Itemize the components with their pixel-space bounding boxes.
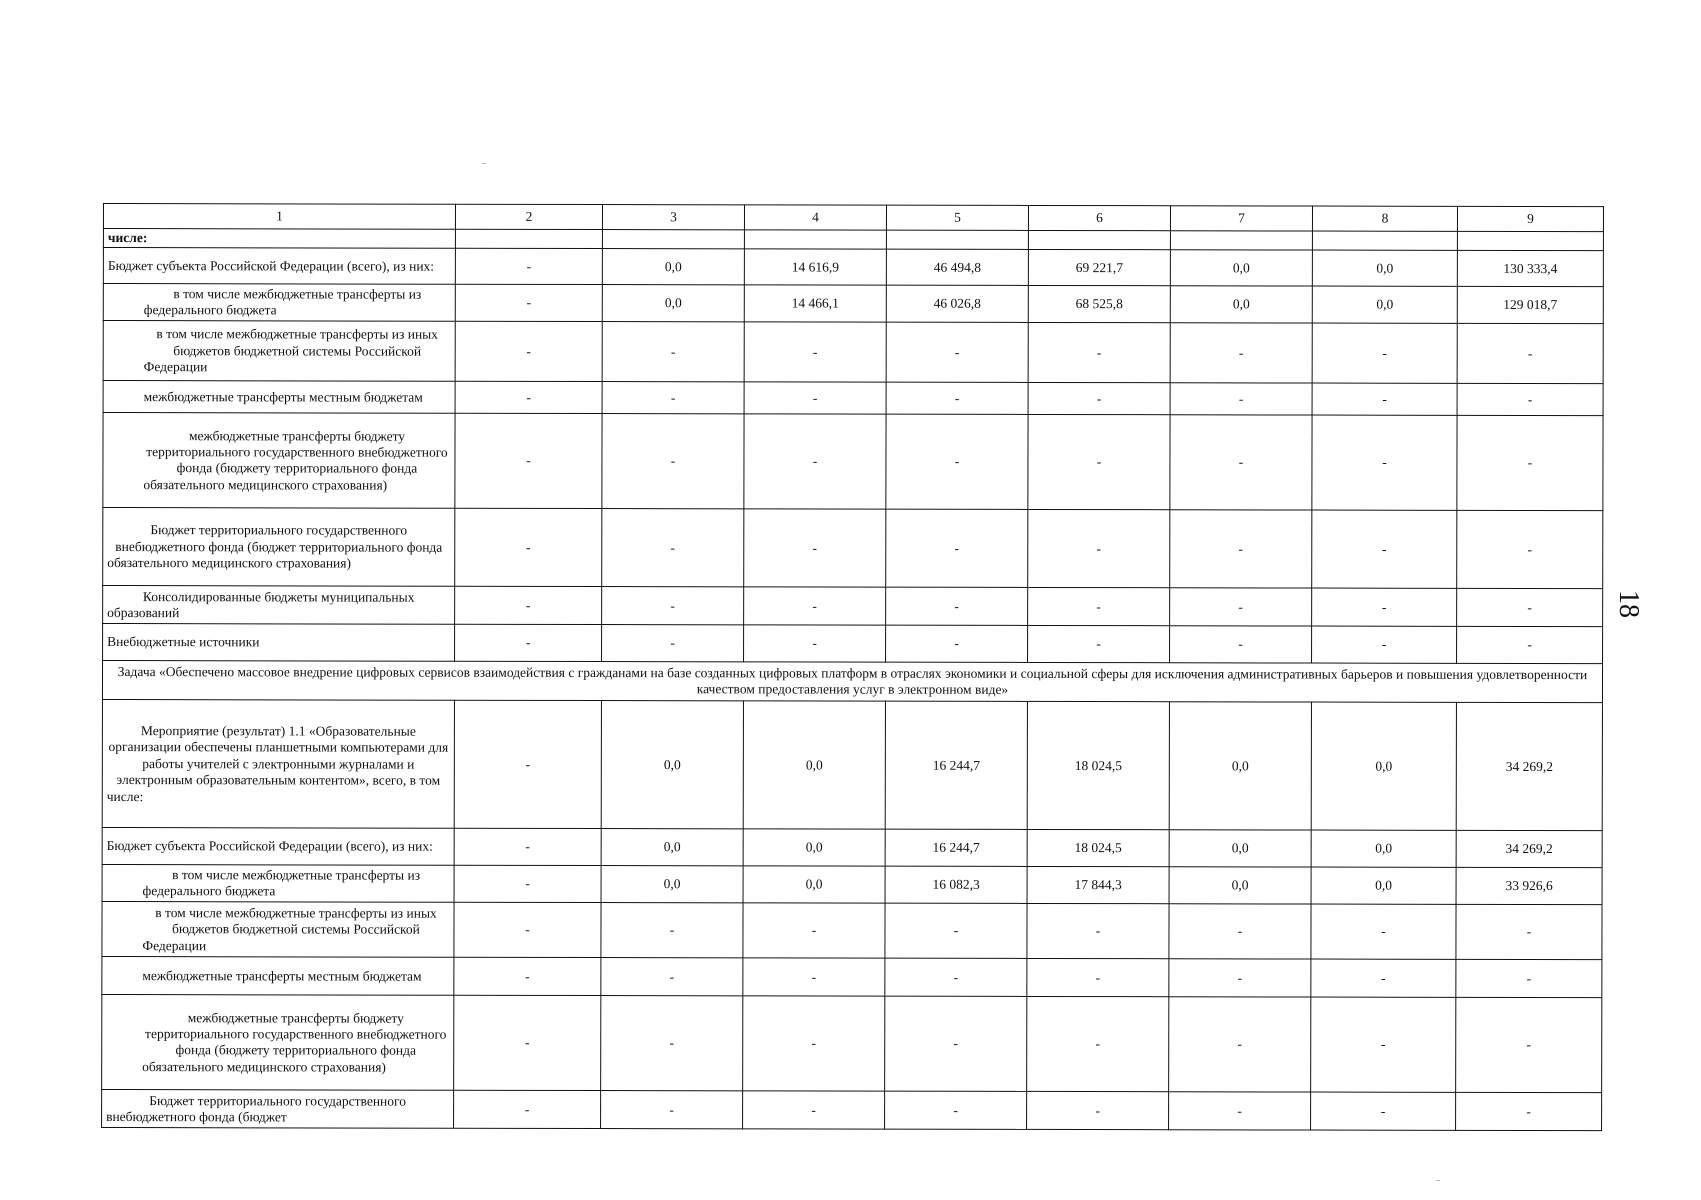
row-label: Бюджет субъекта Российской Федерации (всего), из них: xyxy=(103,248,455,285)
value-cell: 0,0 xyxy=(1169,702,1311,830)
value-cell xyxy=(1457,231,1603,251)
column-header: 7 xyxy=(1170,206,1312,231)
value-cell: - xyxy=(1311,960,1456,998)
row-label: Консолидированные бюджеты муниципальных образований xyxy=(103,586,455,625)
table-row xyxy=(102,865,1602,905)
value-cell: - xyxy=(886,383,1028,415)
value-cell: - xyxy=(743,903,885,958)
value-cell: - xyxy=(744,509,886,587)
table-row xyxy=(103,284,1603,324)
row-label: Бюджет территориального государственного внебюджетного фонда (бюджет территориального фонда обязательного медицинского страхования) xyxy=(103,508,455,587)
value-cell: - xyxy=(1028,323,1170,383)
row-label: в том числе межбюджетные трансферты из иных бюджетов бюджетной системы Российской Федерации xyxy=(102,902,454,958)
row-label: в том числе межбюджетные трансферты из иных бюджетов бюджетной системы Российской Федерации xyxy=(103,321,455,382)
row-label: Бюджет территориального государственного внебюджетного фонда (бюджет xyxy=(102,1090,454,1129)
value-cell: - xyxy=(601,996,743,1091)
value-cell: - xyxy=(1312,416,1457,511)
value-cell: - xyxy=(601,1091,743,1129)
value-cell: - xyxy=(1456,1093,1602,1131)
value-cell: - xyxy=(602,587,744,625)
value-cell: - xyxy=(1170,383,1312,415)
table-row xyxy=(102,1090,1602,1131)
value-cell: 16 244,7 xyxy=(885,702,1027,830)
column-header: 1 xyxy=(103,204,455,230)
task-row xyxy=(102,661,1602,703)
scan-speck xyxy=(1436,1180,1440,1181)
value-cell: - xyxy=(601,958,743,996)
column-header: 8 xyxy=(1312,206,1457,231)
column-header: 6 xyxy=(1028,205,1170,230)
value-cell: - xyxy=(1169,997,1311,1092)
value-cell: - xyxy=(885,997,1027,1092)
value-cell xyxy=(1312,231,1457,251)
value-cell: 17 844,3 xyxy=(1027,867,1169,904)
table-row xyxy=(102,957,1602,998)
value-cell: - xyxy=(1169,904,1311,959)
value-cell: - xyxy=(885,904,1027,959)
value-cell: - xyxy=(743,958,885,996)
value-cell: 0,0 xyxy=(743,829,885,866)
value-cell: - xyxy=(601,903,743,958)
value-cell: - xyxy=(455,249,602,285)
value-cell: 0,0 xyxy=(1311,703,1456,831)
value-cell: 0,0 xyxy=(1312,287,1457,324)
scan-speck xyxy=(482,163,486,164)
value-cell: - xyxy=(1312,384,1457,416)
value-cell: 16 244,7 xyxy=(885,830,1027,867)
value-cell: - xyxy=(1028,383,1170,415)
value-cell: - xyxy=(1311,998,1456,1093)
value-cell: - xyxy=(1169,1092,1311,1130)
value-cell: 0,0 xyxy=(1311,868,1456,905)
table-row xyxy=(102,995,1602,1093)
value-cell: - xyxy=(1311,905,1456,960)
row-label: межбюджетные трансферты местным бюджетам xyxy=(103,381,455,414)
value-cell: - xyxy=(1457,627,1603,664)
row-label: в том числе межбюджетные трансферты из федерального бюджета xyxy=(102,865,454,903)
value-cell: - xyxy=(1028,588,1170,626)
value-cell: 0,0 xyxy=(743,866,885,903)
value-cell xyxy=(886,230,1028,250)
row-label: числе: xyxy=(103,229,455,249)
row-label: Мероприятие (результат) 1.1 «Образовательные организации обеспечены планшетными компьютерами для работы учителей с электронными журналами и электронным образовательным контентом», всего, в том числе: xyxy=(102,700,454,829)
value-cell: 0,0 xyxy=(602,285,744,322)
task-title: Задача «Обеспечено массовое внедрение цифровых сервисов взаимодействия с гражданами на базе созданных цифровых платформ в отраслях экономики и социальной сферы для исключения административных барьеров и повышения удовлетворенности качеством предоставления услуг в электронном виде» xyxy=(102,661,1602,703)
table-row xyxy=(103,248,1603,287)
value-cell: 0,0 xyxy=(601,701,743,829)
table-row xyxy=(103,413,1603,511)
value-cell: - xyxy=(744,382,886,414)
value-cell: - xyxy=(1170,323,1312,383)
row-label: межбюджетные трансферты бюджету территориального государственного внебюджетного фонда (бюджету территориального фонда обязательного медицинского страхования) xyxy=(102,995,454,1091)
value-cell: - xyxy=(886,415,1028,510)
value-cell: - xyxy=(1457,589,1603,627)
column-header: 2 xyxy=(455,204,602,229)
value-cell: - xyxy=(455,382,602,414)
value-cell: - xyxy=(1457,324,1603,384)
value-cell: - xyxy=(455,322,602,382)
value-cell: - xyxy=(1028,510,1170,588)
value-cell: 0,0 xyxy=(743,701,885,829)
value-cell: 34 269,2 xyxy=(1456,703,1602,831)
column-header-row xyxy=(103,204,1603,232)
value-cell: 130 333,4 xyxy=(1457,251,1603,287)
value-cell: - xyxy=(886,626,1028,663)
value-cell: 18 024,5 xyxy=(1027,702,1169,830)
value-cell: 0,0 xyxy=(1169,867,1311,904)
value-cell: - xyxy=(1457,511,1603,589)
value-cell: - xyxy=(455,414,602,509)
value-cell: - xyxy=(1456,960,1602,998)
value-cell: - xyxy=(885,1092,1027,1130)
value-cell: - xyxy=(1028,415,1170,510)
table-row xyxy=(102,700,1602,831)
value-cell: 46 026,8 xyxy=(886,286,1028,323)
value-cell: - xyxy=(744,587,886,625)
budget-table-sheet xyxy=(101,203,1603,1132)
value-cell: - xyxy=(743,1091,885,1129)
table-row xyxy=(103,321,1603,384)
value-cell xyxy=(455,229,602,249)
value-cell: - xyxy=(455,587,602,625)
value-cell: - xyxy=(1170,626,1312,663)
table-row xyxy=(103,508,1603,589)
value-cell: - xyxy=(455,509,602,587)
table-row xyxy=(103,586,1603,627)
row-label: Внебюджетные источники xyxy=(103,624,455,662)
value-cell: 69 221,7 xyxy=(1028,250,1170,286)
value-cell: - xyxy=(1456,998,1602,1093)
row-label: Бюджет субъекта Российской Федерации (всего), из них: xyxy=(102,828,454,866)
value-cell: 33 926,6 xyxy=(1456,868,1602,905)
budget-table xyxy=(101,203,1604,1132)
value-cell: - xyxy=(454,903,601,958)
value-cell: - xyxy=(1170,510,1312,588)
value-cell: 14 466,1 xyxy=(744,285,886,322)
column-header: 3 xyxy=(602,205,744,230)
value-cell: - xyxy=(744,625,886,662)
value-cell: - xyxy=(886,588,1028,626)
value-cell: 0,0 xyxy=(1170,250,1312,286)
value-cell: - xyxy=(454,701,601,829)
value-cell: - xyxy=(886,323,1028,383)
value-cell: 0,0 xyxy=(1170,286,1312,323)
value-cell xyxy=(1170,231,1312,251)
column-header: 5 xyxy=(886,205,1028,230)
value-cell: - xyxy=(1312,324,1457,384)
value-cell: 0,0 xyxy=(1169,830,1311,867)
value-cell: 129 018,7 xyxy=(1457,287,1603,324)
value-cell: 46 494,8 xyxy=(886,250,1028,286)
value-cell: - xyxy=(1169,959,1311,997)
value-cell: 0,0 xyxy=(601,866,743,903)
row-label: межбюджетные трансферты бюджету территориального государственного внебюджетного фонда (бюджету территориального фонда обязательного медицинского страхования) xyxy=(103,413,455,509)
value-cell: - xyxy=(602,414,744,509)
value-cell: 18 024,5 xyxy=(1027,830,1169,867)
value-cell: - xyxy=(454,958,601,996)
value-cell xyxy=(602,230,744,250)
value-cell xyxy=(1028,230,1170,250)
value-cell: - xyxy=(602,625,744,662)
value-cell: 16 082,3 xyxy=(885,867,1027,904)
value-cell: - xyxy=(602,322,744,382)
value-cell: - xyxy=(1027,997,1169,1092)
value-cell: - xyxy=(743,996,885,1091)
value-cell: - xyxy=(454,829,601,866)
column-header: 4 xyxy=(744,205,886,230)
value-cell: - xyxy=(1027,959,1169,997)
value-cell: - xyxy=(885,959,1027,997)
value-cell: - xyxy=(1027,904,1169,959)
table-row xyxy=(103,381,1603,416)
table-row xyxy=(102,828,1602,868)
value-cell: - xyxy=(1312,589,1457,627)
value-cell: - xyxy=(1456,905,1602,960)
value-cell: - xyxy=(455,625,602,662)
table-row xyxy=(103,624,1603,664)
page-number: 18 xyxy=(1613,590,1644,618)
value-cell: 34 269,2 xyxy=(1456,831,1602,868)
value-cell: 14 616,9 xyxy=(744,249,886,285)
value-cell: - xyxy=(454,996,601,1091)
value-cell: 0,0 xyxy=(1311,831,1456,868)
value-cell: - xyxy=(1170,588,1312,626)
value-cell: - xyxy=(1312,627,1457,664)
value-cell: - xyxy=(1457,384,1603,416)
value-cell xyxy=(744,230,886,250)
value-cell: - xyxy=(744,414,886,509)
value-cell: - xyxy=(1311,1093,1456,1131)
value-cell: - xyxy=(744,322,886,382)
value-cell: 0,0 xyxy=(601,829,743,866)
value-cell: 0,0 xyxy=(602,249,744,285)
table-row xyxy=(102,902,1602,960)
value-cell: - xyxy=(602,382,744,414)
value-cell: - xyxy=(886,510,1028,588)
value-cell: - xyxy=(1028,626,1170,663)
value-cell: - xyxy=(602,509,744,587)
value-cell: - xyxy=(454,866,601,903)
value-cell: 0,0 xyxy=(1312,251,1457,287)
value-cell: - xyxy=(455,285,602,322)
column-header: 9 xyxy=(1457,206,1603,231)
row-label: межбюджетные трансферты местным бюджетам xyxy=(102,957,454,996)
value-cell: 68 525,8 xyxy=(1028,286,1170,323)
value-cell: - xyxy=(1312,511,1457,589)
value-cell: - xyxy=(1457,416,1603,511)
value-cell: - xyxy=(1170,415,1312,510)
value-cell: - xyxy=(454,1091,601,1129)
row-label: в том числе межбюджетные трансферты из федерального бюджета xyxy=(103,284,455,322)
value-cell: - xyxy=(1027,1092,1169,1130)
